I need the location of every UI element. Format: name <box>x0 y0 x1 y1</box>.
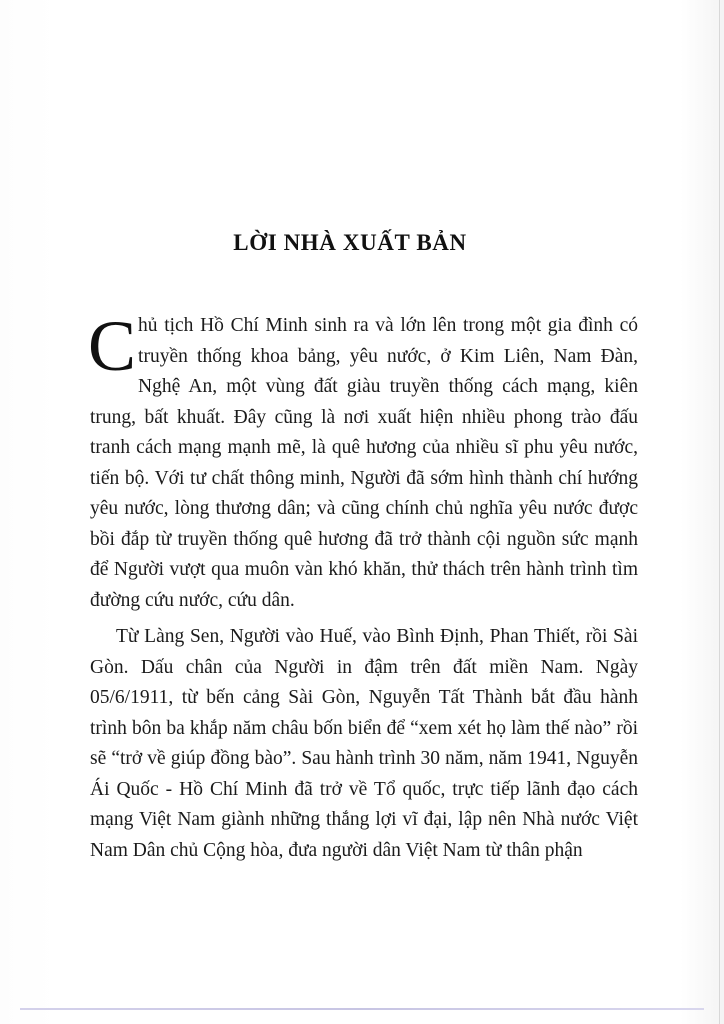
paragraph-1 <box>88 306 638 616</box>
page-right-edge <box>719 0 720 1024</box>
paragraph-2: Từ Làng Sen, Người vào Huế, vào Bình Định, Phan Thiết, rồi Sài Gòn. Dấu chân của Người in đậm trên đất miền Nam. Ngày 05/6/1911, từ bến cảng Sài Gòn, Nguyễn Tất Thành bắt đầu hành trình bôn ba khắp năm châu bốn biển để “xem xét họ làm thế nào” rồi sẽ “trở về giúp đồng bào”. Sau hành trình 30 năm, năm 1941, Nguyễn Ái Quốc - Hồ Chí Minh đã trở về Tổ quốc, trực tiếp lãnh đạo cách mạng Việt Nam giành những thắng lợi vĩ đại, lập nên Nhà nước Việt Nam Dân chủ Cộng hòa, đưa người dân Việt Nam từ thân phận <box>90 626 638 861</box>
drop-cap: C <box>88 306 137 386</box>
body-text <box>88 306 638 866</box>
page-title: LỜI NHÀ XUẤT BẢN <box>233 230 467 255</box>
paragraph-1-text: hủ tịch Hồ Chí Minh sinh ra và lớn lên trong một gia đình có truyền thống khoa bảng, yêu nước, ở Kim Liên, Nam Đàn, Nghệ An, một vùng đất giàu truyền thống cách mạng, kiên trung, bất khuất. Đây cũng là nơi xuất hiện nhiều phong trào đấu tranh cách mạng mạnh mẽ, là quê hương của nhiều sĩ phu yêu nước, tiến bộ. Với tư chất thông minh, Người đã sớm hình thành chí hướng yêu nước, lòng thương dân; và cũng chính chủ nghĩa yêu nước được bồi đắp từ truyền thống quê hương đã trở thành cội nguồn sức mạnh để Người vượt qua muôn vàn khó khăn, thử thách trên hành trình tìm đường cứu nước, cứu dân. <box>90 315 638 611</box>
page-bottom-edge <box>20 1008 704 1010</box>
